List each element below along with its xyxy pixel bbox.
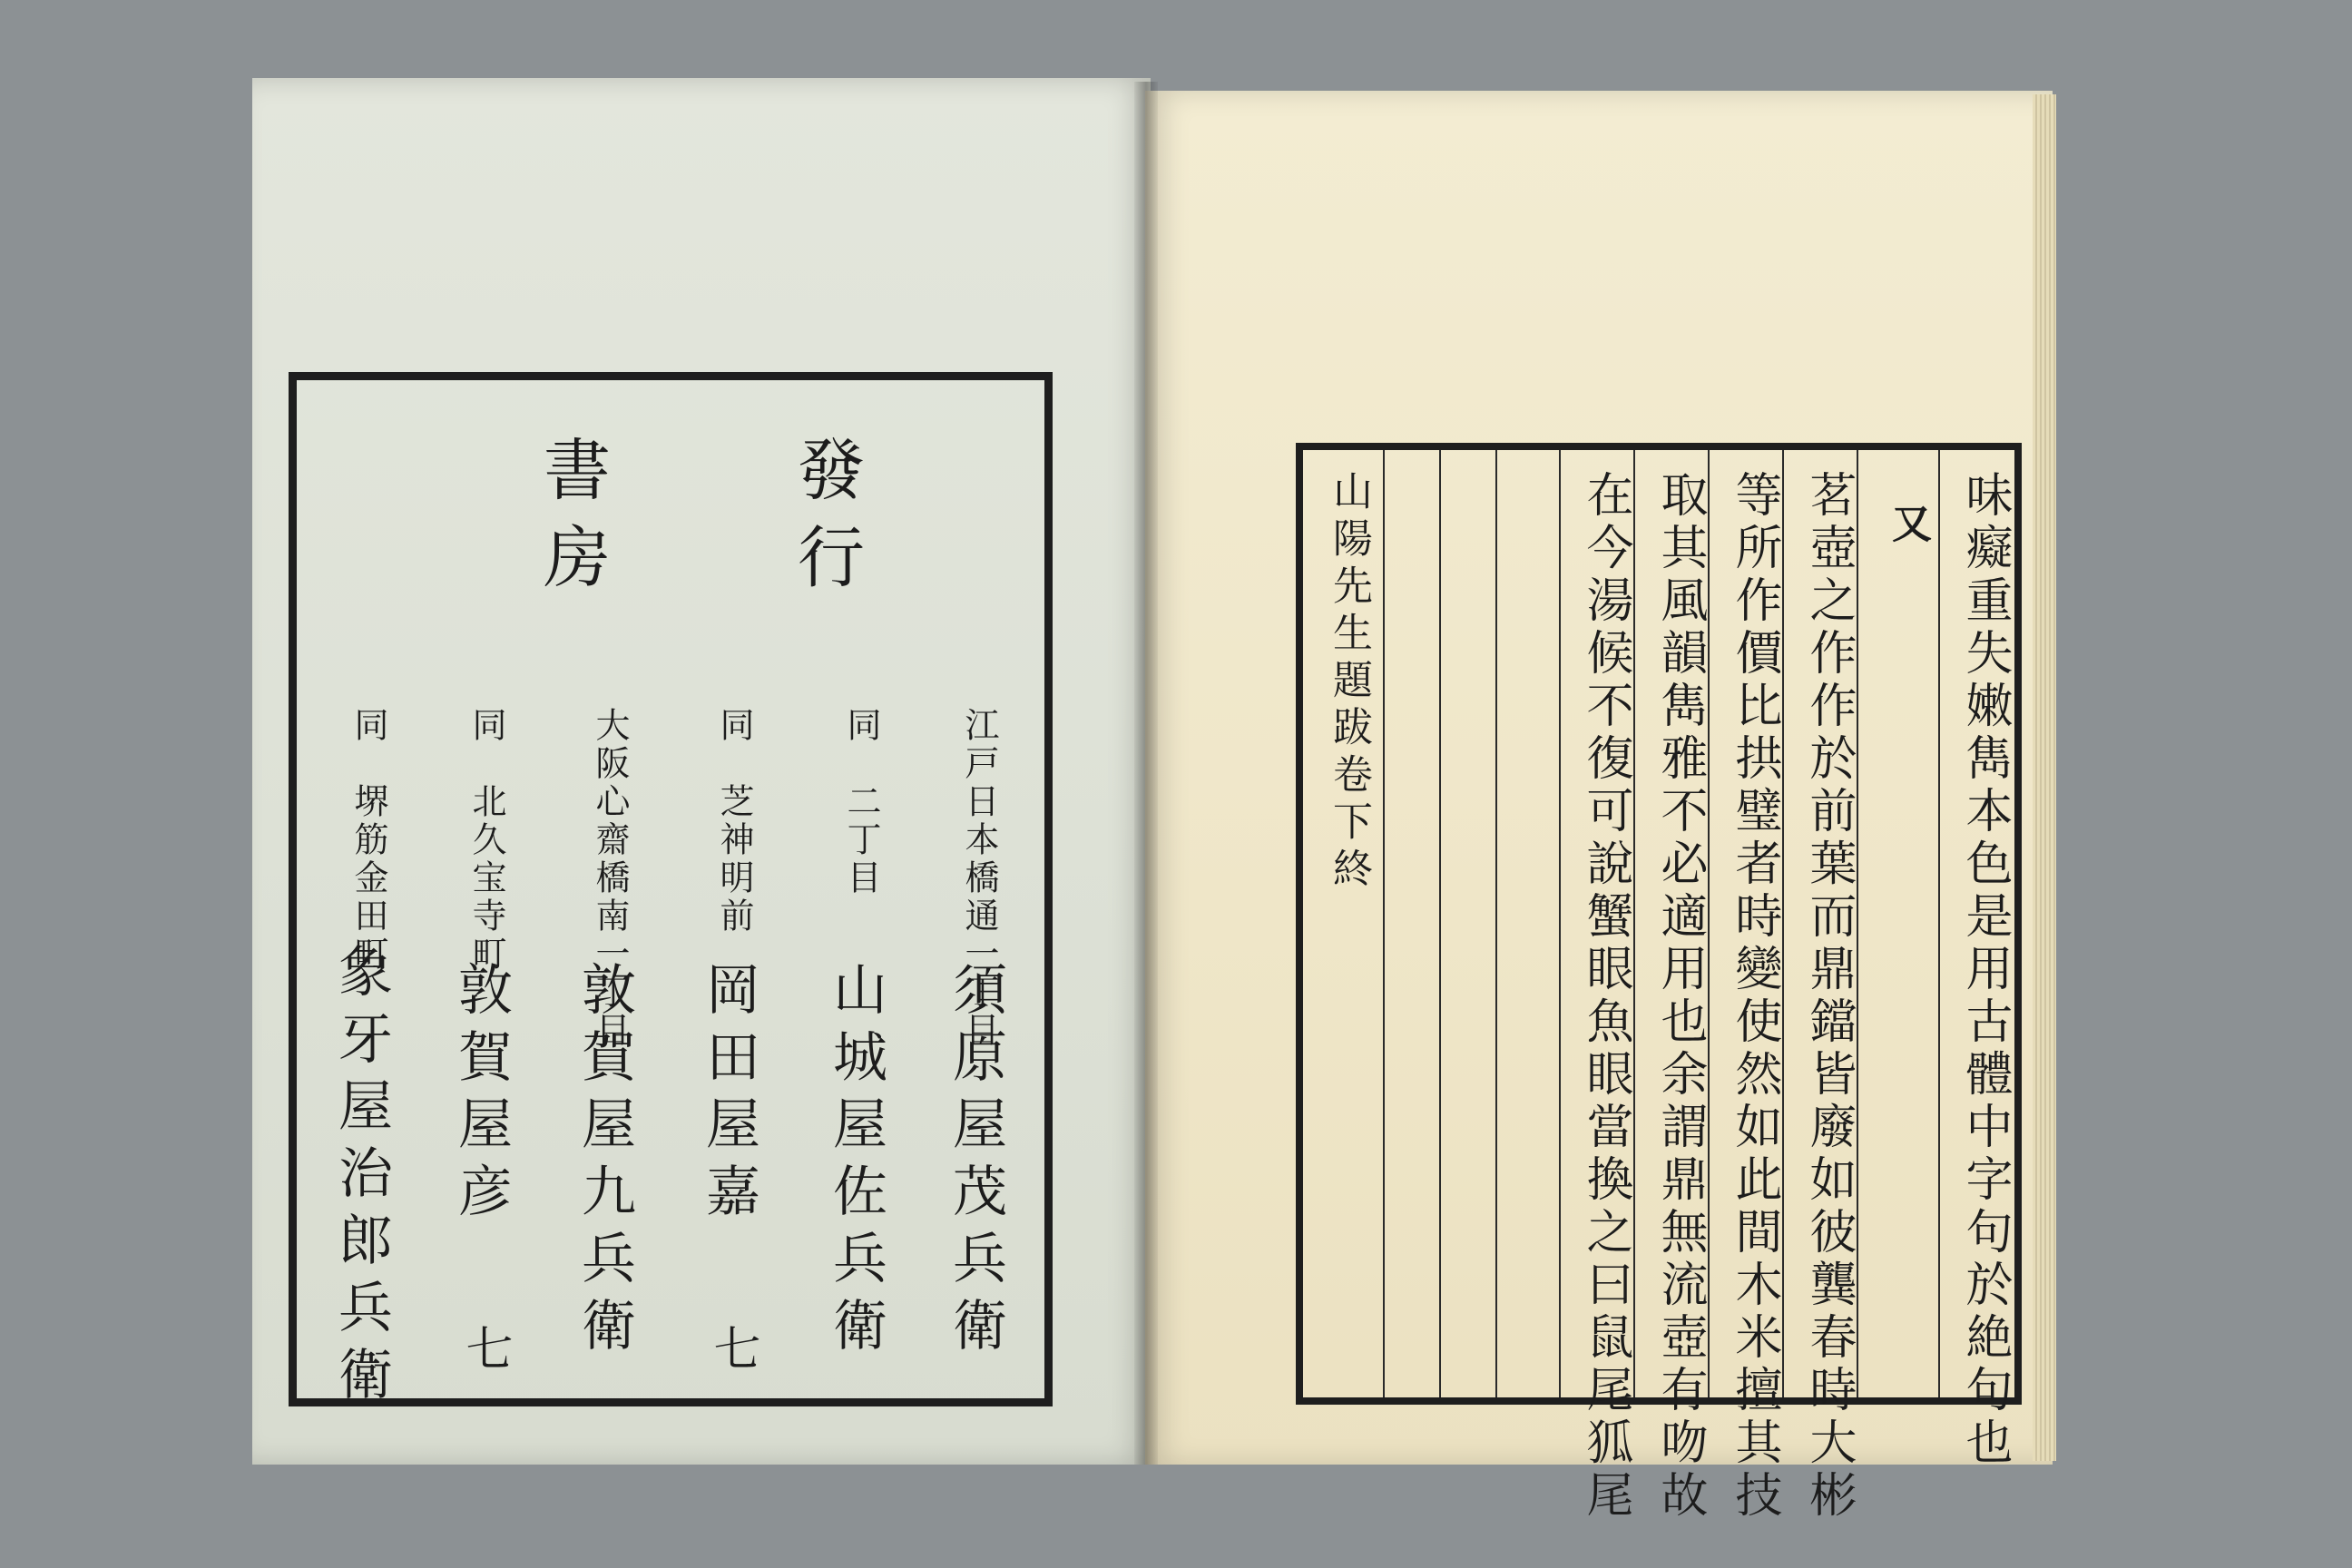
publisher-suffix: 七: [457, 1324, 512, 1371]
publisher-address: 同 二丁目: [841, 707, 881, 897]
publisher-address: 江戸日本橋通一丁目: [959, 707, 999, 1050]
publisher-address: 同 堺筋金田町: [348, 707, 388, 974]
text-column: 味癡重失嫩雋本色是用古體中字句於絶句也: [1957, 470, 2012, 1470]
page-edges: [2033, 94, 2056, 1461]
colophon-title-right: 發行: [787, 435, 865, 609]
book-gutter: [1134, 82, 1158, 1465]
colophon-frame: [289, 372, 1053, 1413]
publisher-address: 同 芝神明前: [714, 707, 754, 936]
column-rule: [1495, 450, 1497, 1397]
column-rule: [1439, 450, 1441, 1397]
publisher-suffix: 七: [705, 1324, 760, 1371]
publisher-name: 敦賀屋九兵衛: [573, 961, 636, 1364]
publisher-name: 岡田屋嘉: [697, 961, 760, 1230]
publisher-address: 大阪心齋橋南一丁目: [590, 707, 630, 1050]
column-rule: [1559, 450, 1561, 1397]
colophon-title-left: 書房: [533, 435, 611, 609]
text-column: 又: [1885, 503, 1931, 543]
text-column: 取其風韻雋雅不必適用也余謂鼎無流壺有吻故: [1652, 470, 1707, 1523]
text-frame: [1296, 443, 2022, 1523]
column-rule: [1383, 450, 1385, 1397]
text-column: 在今湯候不復可說蟹眼魚眼當換之曰鼠尾狐尾: [1578, 470, 1632, 1523]
publisher-name: 須原屋茂兵衛: [944, 961, 1007, 1364]
text-column: 茗壺之作作於前葉而鼎鐺皆廢如彼龔春時大彬: [1801, 470, 1856, 1523]
end-line: 山陽先生題跋卷下終: [1326, 470, 1372, 895]
column-rule: [1938, 450, 1940, 1397]
publisher-address: 同 北久宝寺町: [466, 707, 506, 974]
publisher-name: 山城屋佐兵衛: [824, 961, 887, 1364]
publisher-name: 象牙屋治郎兵衛: [329, 943, 393, 1413]
publisher-name: 敦賀屋彦: [449, 961, 513, 1230]
text-column: 等所作價比拱璧者時變使然如此間木米擅其技: [1727, 470, 1781, 1523]
